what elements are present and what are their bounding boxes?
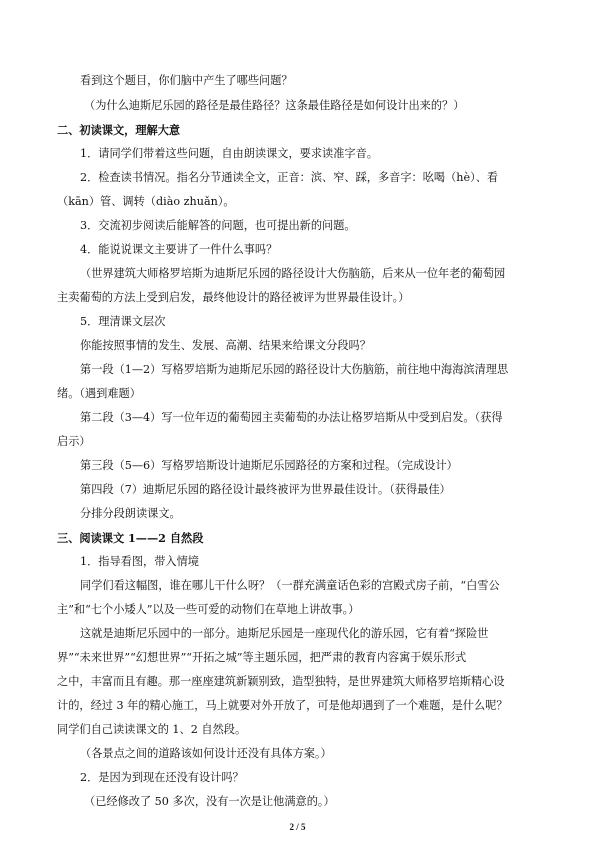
page-number: 2 / 5 bbox=[289, 822, 306, 832]
line-disney-intro: 这就是迪斯尼乐园中的一部分。迪斯尼乐园是一座现代化的游乐园，它有着“探险世 bbox=[80, 627, 489, 640]
line-part-1-cont: 绪。（遇到难题） bbox=[57, 387, 141, 400]
line-question-prompt: 看到这个题目，你们脑中产生了哪些问题？ bbox=[80, 74, 293, 87]
line-disney-intro-2: 界”“未来世界”“幻想世界”“开拓之城”等主题乐园，把严肃的教育内容寓于娱乐形式 bbox=[57, 651, 467, 664]
line-part-2: 第二段（3—4）写一位年迈的葡萄园主卖葡萄的办法让格罗培斯从中受到启发。（获得 bbox=[80, 411, 503, 424]
line-guide-2-answer: （已经修改了 50 多次，没有一次是让他满意的。） bbox=[84, 795, 335, 808]
line-guide-1: 1．指导看图，带入情境 bbox=[80, 555, 199, 568]
line-step-2-cont: （kān）管、调转（diào zhuǎn）。 bbox=[57, 195, 235, 208]
line-step-3: 3．交流初步阅读后能解答的问题，也可提出新的问题。 bbox=[80, 219, 356, 232]
line-step-5: 5．理清课文层次 bbox=[80, 315, 166, 328]
line-part-2-cont: 启示） bbox=[57, 435, 91, 448]
line-part-3: 第三段（5—6）写格罗培斯设计迪斯尼乐园路径的方案和过程。（完成设计） bbox=[80, 459, 458, 472]
line-picture-question-cont: 主”和“七个小矮人”以及一些可爱的动物们在草地上讲故事。） bbox=[57, 603, 360, 616]
line-step-2: 2．检查读书情况。指名分节通读全文，正音：滨、窄、踩，多音字：吆喝（hè）、看 bbox=[80, 171, 499, 184]
line-step-1: 1．请同学们带着这些问题，自由朗读课文，要求读准字音。 bbox=[80, 147, 378, 160]
line-step-4-answer: （世界建筑大师格罗培斯为迪斯尼乐园的路径设计大伤脑筋，后来从一位年老的葡萄园 bbox=[80, 267, 506, 280]
line-step-4-answer-cont: 主卖葡萄的方法上受到启发，最终他设计的路径被评为世界最佳设计。） bbox=[57, 291, 410, 304]
line-step-4: 4．能说说课文主要讲了一件什么事吗？ bbox=[80, 243, 278, 256]
line-disney-intro-3: 之中，丰富而且有趣。那一座座建筑新颖别致，造型独特，是世界建筑大师格罗培斯精心设 bbox=[57, 675, 505, 688]
line-part-4: 第四段（7）迪斯尼乐园的路径设计最终被评为世界最佳设计。（获得最佳） bbox=[80, 483, 451, 496]
line-group-reading: 分排分段朗读课文。 bbox=[80, 507, 181, 520]
line-guide-2: 2．是因为到现在还没有设计吗？ bbox=[80, 771, 244, 784]
section-heading-3: 三、阅读课文 1——2 自然段 bbox=[57, 531, 204, 545]
line-part-1: 第一段（1—2）写格罗培斯为迪斯尼乐园的路径设计大伤脑筋，前往地中海海滨清理思 bbox=[80, 363, 509, 376]
line-disney-intro-5: 同学们自己读读课文的 1、2 自然段。 bbox=[57, 723, 247, 736]
line-disney-answer: （各景点之间的道路该如何设计还没有具体方案。） bbox=[80, 747, 332, 760]
section-heading-2: 二、初读课文，理解大意 bbox=[57, 123, 181, 137]
line-question-answer: （为什么迪斯尼乐园的路径是最佳路径？这条最佳路径是如何设计出来的？） bbox=[84, 99, 465, 112]
line-picture-question: 同学们看这幅图，谁在哪儿干什么呀？（一群充满童话色彩的宫殿式房子前，“白雪公 bbox=[80, 579, 500, 592]
line-disney-intro-4: 计的，经过 3 年的精心施工，马上就要对外开放了，可是他却遇到了一个难题，是什么呢？ bbox=[57, 699, 508, 712]
line-step-5-question: 你能按照事情的发生、发展、高潮、结果来给课文分段吗？ bbox=[80, 339, 371, 352]
